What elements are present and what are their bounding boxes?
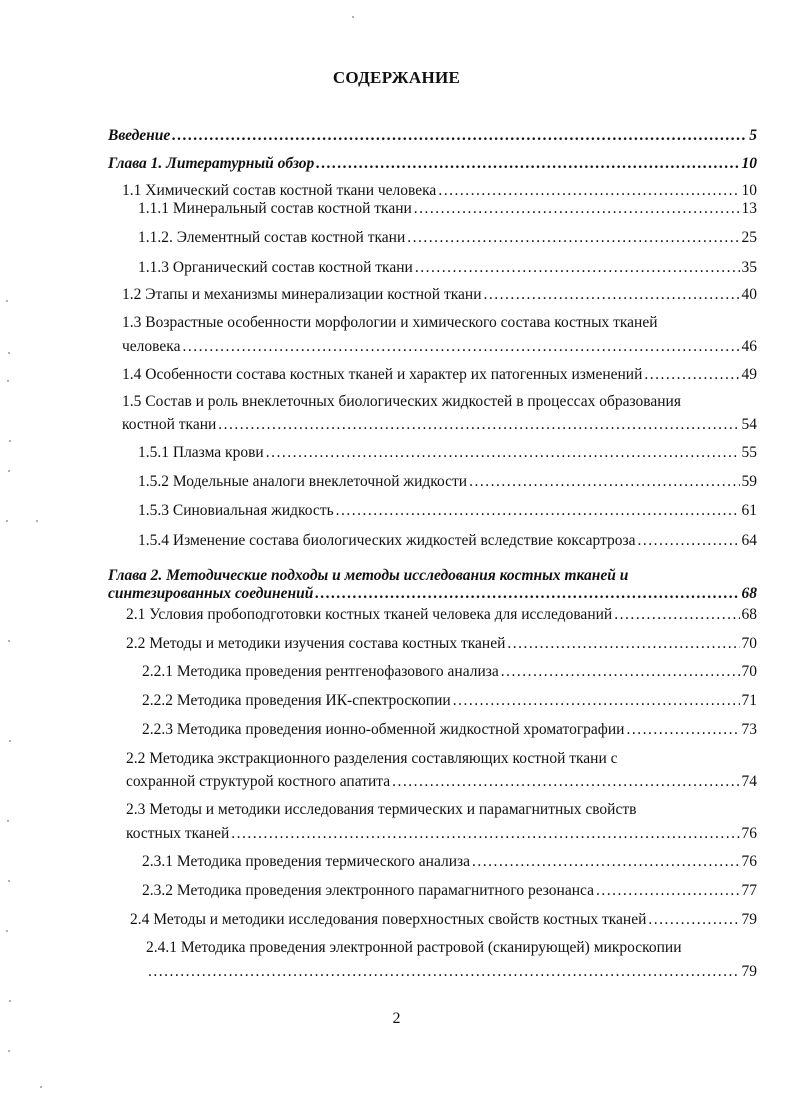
toc-entry-1-3-line1: 1.3 Возрастные особенности морфологии и химического состава костных тканей (122, 314, 658, 331)
toc-entry-2-2-2 (142, 691, 757, 711)
toc-page-number: 68 (741, 585, 757, 602)
toc-entry-text: 2.3.1 Методика проведения термического анализа (142, 853, 471, 870)
toc-entry-1-1 (122, 181, 757, 201)
toc-entry-2-1 (126, 605, 757, 625)
dot-leader (626, 720, 739, 740)
toc-page-number: 40 (741, 286, 757, 303)
toc-entry-text: человека (122, 338, 181, 355)
toc-page-number: 55 (741, 444, 757, 461)
toc-page-number: 35 (741, 259, 757, 276)
dot-leader (407, 228, 739, 248)
toc-entry-text: Глава 1. Литературный обзор (108, 155, 315, 172)
toc-page-number: 54 (741, 416, 757, 433)
toc-entry-1-3 (122, 337, 757, 357)
toc-entry-1-5-3 (138, 501, 757, 521)
scan-speck (8, 352, 10, 354)
dot-leader (638, 531, 740, 551)
dot-leader (507, 634, 739, 654)
toc-entry-chapter-1 (108, 154, 757, 174)
scan-speck (9, 740, 11, 742)
toc-page-number: 70 (741, 635, 757, 652)
scan-speck (7, 380, 9, 382)
toc-entry-text: костных тканей (126, 825, 230, 842)
toc-entry-2-2-3 (142, 720, 757, 740)
dot-leader (644, 365, 739, 385)
scan-speck (8, 470, 10, 472)
toc-page-number: 79 (741, 911, 757, 928)
toc-entry-text: Введение (108, 127, 171, 144)
page-number: 2 (392, 1010, 401, 1027)
toc-entry-text: 2.1 Условия пробоподготовки костных тканей человека для исследований (126, 606, 613, 623)
toc-page-number: 64 (741, 532, 757, 549)
toc-entry-1-5-1 (138, 443, 757, 463)
dot-leader (148, 962, 740, 982)
scan-speck (8, 640, 10, 642)
dot-leader (218, 415, 739, 435)
toc-page-number: 79 (741, 963, 757, 980)
toc-entry-text: 1.1.2. Элементный состав костной ткани (138, 229, 406, 246)
toc-page-number: 74 (741, 773, 757, 790)
toc-page-number: 25 (741, 229, 757, 246)
scan-speck (6, 520, 8, 522)
dot-leader (596, 881, 740, 901)
toc-entry-2-3 (126, 824, 757, 844)
scan-speck (9, 440, 11, 442)
scan-speck (6, 300, 8, 302)
page-title: СОДЕРЖАНИЕ (332, 68, 461, 87)
dot-leader (472, 852, 739, 872)
toc-entry-1-1-1 (138, 199, 757, 219)
toc-page-number: 49 (741, 366, 757, 383)
toc-entry-text: 1.4 Особенности состава костных тканей и характер их патогенных изменений (122, 366, 643, 383)
toc-entry-1-5-line1: 1.5 Состав и роль внеклеточных биологических жидкостей в процессах образования (122, 393, 681, 410)
dot-leader (484, 285, 740, 305)
dot-leader (614, 605, 739, 625)
toc-entry-text: костной ткани (122, 416, 217, 433)
toc-page-number: 10 (741, 155, 757, 172)
toc-page-number: 46 (741, 338, 757, 355)
toc-page-number: 61 (741, 502, 757, 519)
dot-leader (392, 772, 739, 792)
toc-entry-1-5-4 (138, 531, 757, 551)
toc-entry-text: 1.5.4 Изменение состава биологических жидкостей вследствие коксартроза (138, 532, 636, 549)
toc-page-number: 76 (741, 825, 757, 842)
toc-entry-1-5-2 (138, 472, 757, 492)
toc-entry-introduction (108, 126, 757, 146)
scan-speck (7, 820, 9, 822)
toc-entry-text: 1.1.3 Органический состав костной ткани (138, 259, 413, 276)
toc-entry-text: 1.5.2 Модельные аналоги внеклеточной жидкости (138, 473, 468, 490)
dot-leader (231, 824, 739, 844)
toc-entry-chapter-2-line1: Глава 2. Методические подходы и методы исследования костных тканей и (108, 567, 629, 584)
toc-entry-text: сохранной структурой костного апатита (126, 773, 391, 790)
toc-page-number: 73 (741, 721, 757, 738)
dot-leader (438, 181, 739, 201)
toc-page-number: 76 (741, 853, 757, 870)
toc-entry-1-1-3 (138, 258, 757, 278)
dot-leader (469, 472, 739, 492)
toc-entry-1-2 (122, 285, 757, 305)
toc-entry-text: 1.1 Химический состав костной ткани человека (122, 182, 437, 199)
toc-entry-text: 2.4 Методы и методики исследования поверхностных свойств костных тканей (130, 911, 647, 928)
toc-entry-2-3-2 (142, 881, 757, 901)
dot-leader (266, 443, 740, 463)
toc-page-number: 70 (741, 663, 757, 680)
toc-entry-text: 2.2.2 Методика проведения ИК-спектроскопии (142, 692, 451, 709)
toc-page-number: 5 (749, 127, 757, 144)
toc-entry-text: 1.1.1 Минеральный состав костной ткани (138, 200, 412, 217)
toc-entry-2-4 (130, 910, 757, 930)
toc-entry-text: 2.2 Методы и методики изучения состава костных тканей (126, 635, 506, 652)
scan-speck (9, 1000, 11, 1002)
toc-entry-1-5 (122, 415, 757, 435)
toc-entry-text: 2.3.2 Методика проведения электронного парамагнитного резонанса (142, 882, 594, 899)
toc-page-number: 77 (741, 882, 757, 899)
toc-entry-chapter-2 (108, 584, 757, 604)
toc-entry-2-2b (126, 772, 757, 792)
toc-entry-1-1-2 (138, 228, 757, 248)
scan-speck (6, 930, 8, 932)
toc-entry-2-4-1 (146, 962, 757, 982)
toc-entry-text: синтезированных соединений (108, 585, 314, 602)
toc-page-number: 13 (741, 200, 757, 217)
toc-entry-text: 1.5.1 Плазма крови (138, 444, 264, 461)
scan-speck (36, 520, 38, 522)
toc-entry-text: 2.2.3 Методика проведения ионно-обменной жидкостной хроматографии (142, 721, 625, 738)
dot-leader (414, 199, 740, 219)
dot-leader (182, 337, 739, 357)
dot-leader (648, 910, 739, 930)
scan-speck (8, 880, 10, 882)
scan-speck (352, 16, 354, 18)
toc-entry-text: 1.5.3 Синовиальная жидкость (138, 502, 334, 519)
scan-speck (8, 1050, 10, 1052)
toc-entry-1-4 (122, 365, 757, 385)
dot-leader (415, 258, 740, 278)
toc-entry-text: 1.2 Этапы и механизмы минерализации костной ткани (122, 286, 482, 303)
toc-entry-2-3-line1: 2.3 Методы и методики исследования термических и парамагнитных свойств (126, 801, 637, 818)
scan-speck (40, 1086, 42, 1088)
toc-entry-2-2 (126, 634, 757, 654)
dot-leader (316, 154, 739, 174)
toc-entry-text: 2.2.1 Методика проведения рентгенофазового анализа (142, 663, 499, 680)
toc-page-number: 10 (741, 182, 757, 199)
toc-page-number: 71 (741, 692, 757, 709)
toc-entry-2-3-1 (142, 852, 757, 872)
dot-leader (315, 584, 739, 604)
dot-leader (172, 126, 747, 146)
dot-leader (501, 662, 740, 682)
dot-leader (336, 501, 740, 521)
toc-entry-2-4-1-line1: 2.4.1 Методика проведения электронной растровой (сканирующей) микроскопии (146, 939, 682, 956)
toc-entry-2-2-1 (142, 662, 757, 682)
toc-page-number: 59 (741, 473, 757, 490)
toc-page-number: 68 (741, 606, 757, 623)
toc-entry-2-2b-line1: 2.2 Методика экстракционного разделения составляющих костной ткани с (126, 750, 618, 767)
dot-leader (453, 691, 740, 711)
